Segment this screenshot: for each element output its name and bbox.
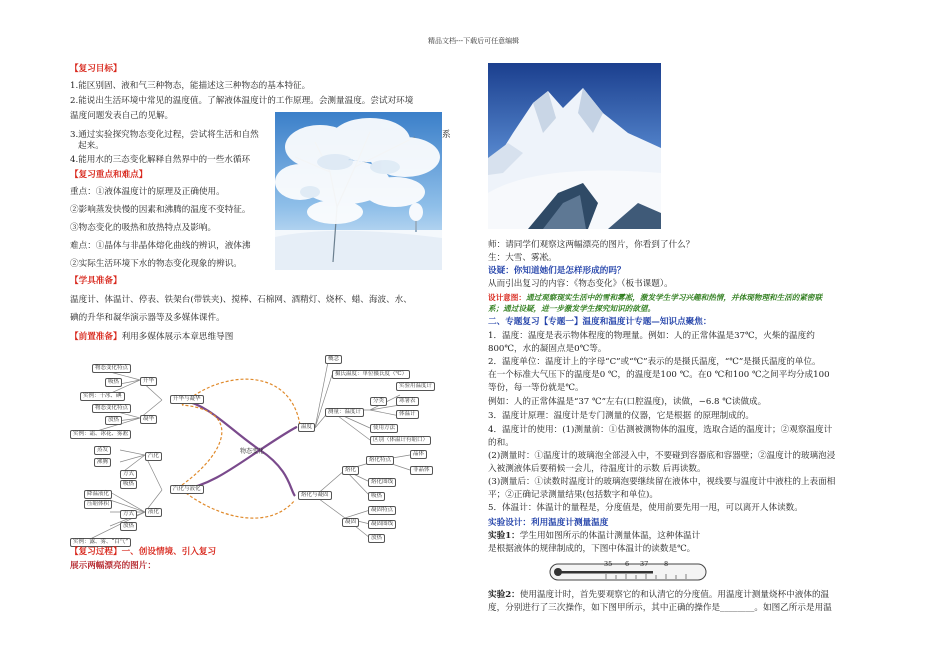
exp2-label: 实验2： (488, 590, 520, 600)
branch-melting: 熔化与凝固 (298, 491, 332, 500)
point-line: 入被测液体后要稍候一会儿，待温度计的示数 后再读数。 (488, 464, 706, 474)
goal-line: 起来。 (78, 141, 104, 151)
map-node: 物态变化特点 (92, 404, 131, 413)
map-node: 晶体 (410, 450, 427, 459)
map-node: 吸热 (105, 378, 122, 387)
prep-text: 利用多媒体展示本章思维导图 (121, 332, 234, 342)
map-node: 放热 (105, 416, 122, 425)
page-header: 精品文档---下载后可任意编辑 (428, 37, 520, 45)
point-line: 4．温度计的使用：(1)测量前：①估测被测物体的温度，选取合适的温度计；②观察温度计 (488, 425, 833, 435)
map-node: 升华 (140, 377, 157, 386)
key-line: ②影响蒸发快慢的因素和沸腾的温度不变特征。 (70, 205, 251, 215)
snow-mountain-photo (488, 63, 661, 229)
student-line: 生：大雪、雾凇。 (488, 253, 557, 263)
point-line: (3)测量后：①读数时温度计的玻璃泡要继续留在液体中，视线要与温度计中液柱的上表面相 (488, 477, 836, 487)
exp2-line (488, 590, 829, 601)
key-title: 【复习重点和难点】 (70, 170, 148, 180)
section-title: 二、专题复习【专题一】温度和温度计专题—知识点聚焦： (488, 317, 712, 327)
tools-line: 温度计、体温计、停表、铁架台(带铁夹)、搅棒、石棉网、酒精灯、烧杯、蜡、海波、水、 (70, 295, 412, 305)
exp2-text-2: 度，分别进行了三次操作，如下图甲所示，其中正确的操作是________。如图乙所示是用温 (488, 603, 832, 613)
map-node: 凝固图线 (368, 520, 396, 529)
key-line: ③物态变化的吸热和放热特点及影响。 (70, 223, 217, 233)
map-node: 凝固特点 (368, 506, 396, 515)
mind-map (70, 350, 450, 550)
point-line: 的和。 (488, 438, 514, 448)
mind-map-center: 物态变化 (240, 448, 265, 455)
design-label: 设计意图： (488, 293, 526, 302)
point-line: 在一个标准大气压下的温度是0 ℃，的温度是100 ℃。在0 ℃和100 ℃之间平均分成100 (488, 370, 830, 380)
point-line: 3．温度计原理：温度计是专门测量的仪器，它是根据 的原理制成的。 (488, 411, 755, 421)
key-line: ②实际生活环境下水的物态变化现象的辨识。 (70, 259, 242, 269)
map-node: 熔化图线 (368, 478, 396, 487)
map-node: 蒸发 (94, 446, 111, 455)
map-node: 沸腾 (94, 458, 111, 467)
exp1-label: 实验1： (488, 531, 520, 541)
goal-line: 温度问题发表自己的见解。 (70, 111, 174, 121)
clinical-thermometer (548, 560, 708, 588)
branch-sublimation: 升华与凝华 (170, 395, 204, 404)
design-text-2: 系；通过设疑，进一步激发学生探究知识的欲望。 (488, 304, 656, 313)
frost-tree-photo (275, 112, 442, 270)
thermo-tick-label: 8 (664, 560, 669, 568)
key-line: 重点：①液体温度计的原理及正确使用。 (70, 187, 225, 197)
point-line: 平；②正确记录测量结果(包括数字和单位)。 (488, 490, 658, 500)
map-node: 熔化特点 (366, 456, 394, 465)
map-node: 物态变化特点 (92, 364, 131, 373)
thermo-tick-label: 35 (604, 560, 613, 568)
point-line: 5．体温计：体温计的量程是，分度值是，使用前要先用一甩，可以离开人体读数。 (488, 503, 803, 513)
goals-title: 【复习目标】 (70, 64, 122, 74)
tools-line: 碘的升华和凝华演示器等及多媒体课件。 (70, 313, 225, 323)
point-line: 1．温度：温度是表示物体程度的物理量。例如：人的正常体温是37℃，火柴的温度约 (488, 331, 815, 341)
map-node: 降温液化 (84, 490, 112, 499)
point-line: 例如：人的正常体温是“37 ℃”左右(口腔温度)，读做，−6.8 ℃读做成。 (488, 397, 767, 407)
exp1-line (488, 531, 700, 542)
exp1-text-1: 学生用如图所示的体温计测量体温，这种体温计 (519, 531, 701, 541)
point-line: 2．温度单位：温度计上的字母“C”或“℃”表示的是摄氏温度，“℃”是摄氏温度的单位。 (488, 357, 821, 367)
prep-title: 【前置准备】 (70, 332, 122, 342)
map-node: 分类 (370, 397, 387, 406)
question-label: 设疑： (488, 266, 514, 276)
map-node: 非晶体 (410, 466, 433, 475)
map-node: 熔化 (342, 466, 359, 475)
goal-line: 3.通过实验探究物态变化过程，尝试将生活和自然 (70, 130, 259, 140)
design-line (488, 292, 822, 303)
map-node: 摄氏温度：单位摄氏度（℃） (332, 370, 410, 379)
map-node: 凝固 (342, 518, 359, 527)
map-node: 实例：露、雾、“白气” (70, 538, 131, 547)
map-node: 实例：干冰、碘 (80, 392, 125, 401)
point-line: 等份，每一等份就是℃。 (488, 383, 584, 393)
branch-temperature: 温度 (298, 423, 315, 432)
exp-design: 实验设计：利用温度计测量温度 (488, 518, 609, 528)
question-text: 你知道她们是怎样形成的吗？ (513, 266, 626, 276)
map-node: 凝华 (140, 415, 157, 424)
map-node: 概念 (325, 355, 342, 364)
branch-vaporization: 汽化与液化 (170, 485, 204, 494)
map-node: 吸热 (120, 480, 137, 489)
map-node: 测量：温度计 (325, 408, 364, 417)
key-line: 难点：①晶体与非晶体熔化曲线的辨识，液体沸 (70, 241, 251, 251)
intro-line: 从而引出复习的内容：《物态变化》（板书课题）。 (488, 279, 673, 289)
teacher-line: 师：请同学们观察这两幅漂亮的图片，你看到了什么？ (488, 240, 695, 250)
goal-line: 1.能区别固、液和气三种物态，能描述这三种物态的基本特征。 (70, 81, 311, 91)
map-node: 放热 (120, 522, 137, 531)
goal-line: 4.能用水的三态变化解释自然界中的一些水循环 (70, 155, 251, 165)
point-line: 800℃，水的凝固点是0℃等。 (488, 344, 607, 354)
map-node: 寒暑表 (396, 397, 419, 406)
thermo-tick-label: 6 (625, 560, 630, 568)
thermo-tick-label: 37 (640, 560, 649, 568)
map-node: 压缩体积 (84, 500, 112, 509)
map-node: 区别（体温计有缩口） (370, 436, 431, 445)
prep-line (70, 332, 233, 343)
question-line (488, 266, 626, 277)
map-node: 体温计 (396, 410, 419, 419)
map-node: 汽化 (145, 452, 162, 461)
exp2-text-1: 使用温度计时，首先要观察它的和认清它的分度值。用温度计测量烧杯中液体的温 (519, 590, 830, 600)
design-text-1: 通过观察现实生活中的雪和雾凇，激发学生学习兴趣和热情，并体现物理和生活的紧密联 (525, 293, 823, 302)
exp1-text-2: 是根据液体的规律制成的，下图中体温计的读数是℃。 (488, 544, 696, 554)
map-node: 使用方法 (370, 424, 398, 433)
process-title: 【复习过程】一、创设情境、引入复习 (70, 547, 217, 557)
map-node: 实例：霜、冰花、雾凇 (70, 430, 131, 439)
point-line: (2)测量时：①温度计的玻璃泡全部浸入中，不要碰到容器底和容器壁；②温度计的玻璃泡浸 (488, 451, 836, 461)
map-node: 吸热 (368, 492, 385, 501)
map-node: 液化 (145, 508, 162, 517)
goal-line: 系 (442, 130, 451, 140)
map-node: 方式 (120, 470, 137, 479)
process-subtitle: 展示两幅漂亮的图片： (70, 561, 156, 571)
map-node: 放热 (368, 534, 385, 543)
goal-line: 2.能说出生活环境中常见的温度值。了解液体温度计的工作原理。会测量温度。尝试对环境 (70, 96, 414, 106)
map-node: 实验用温度计 (396, 382, 435, 391)
tools-title: 【学具准备】 (70, 276, 122, 286)
map-node: 方式 (120, 510, 137, 519)
